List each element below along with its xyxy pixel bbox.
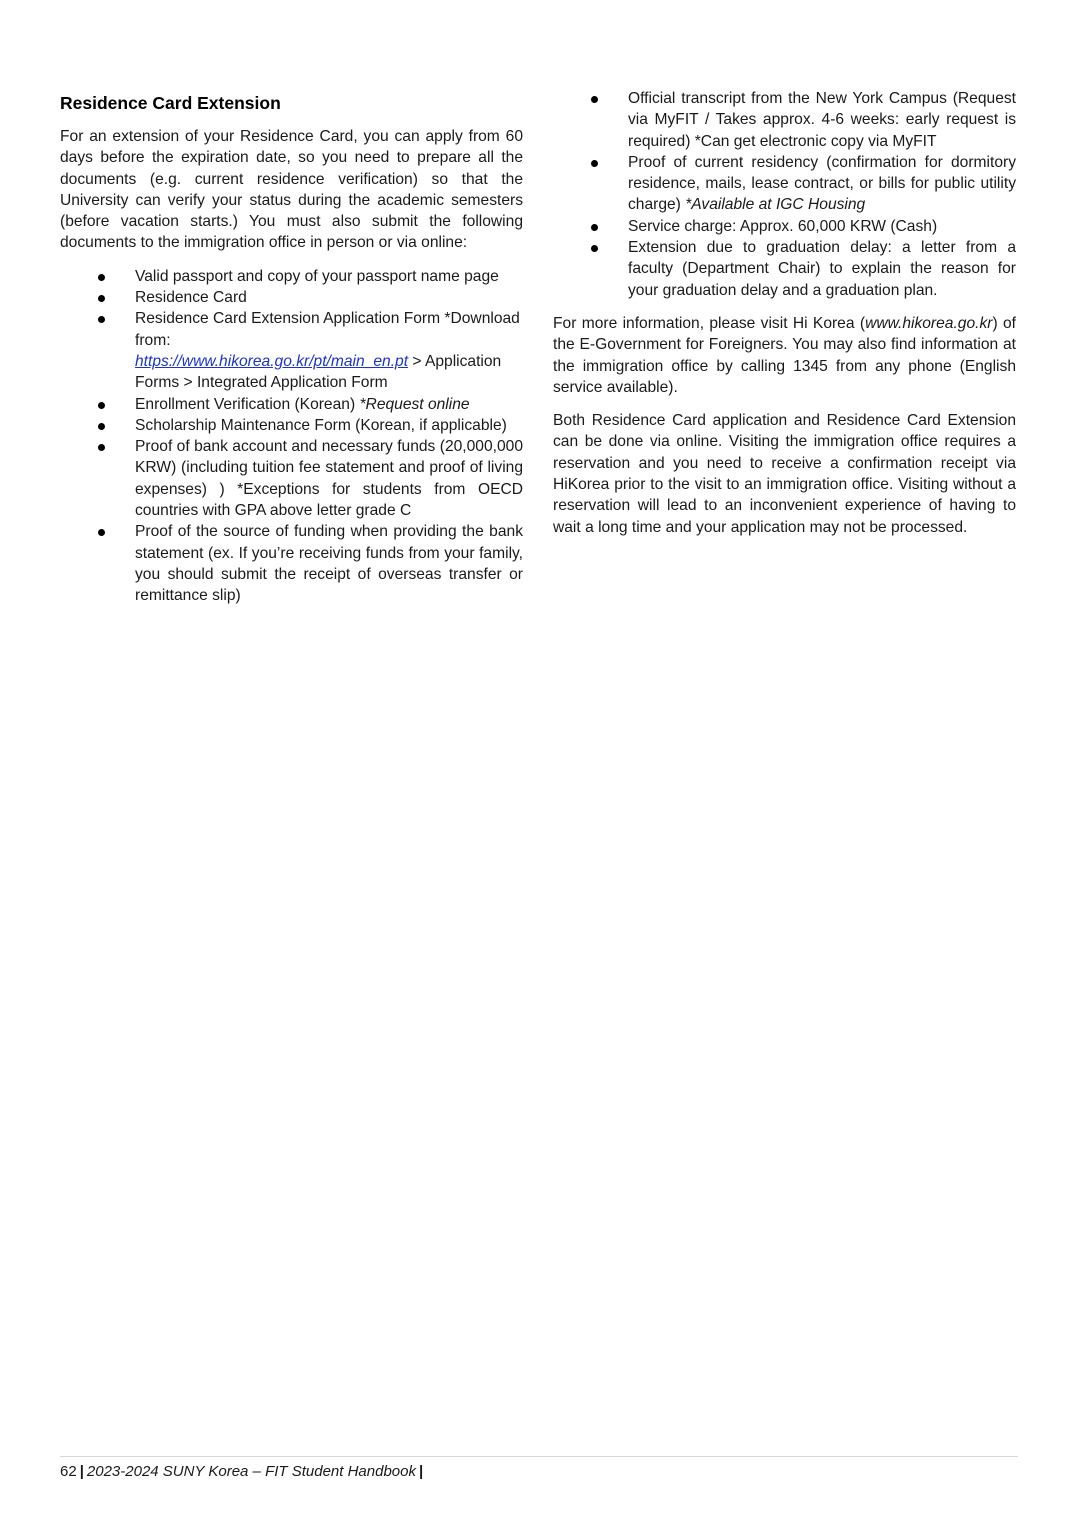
bullet-icon [98, 274, 105, 281]
list-item: Extension due to graduation delay: a letter from a faculty (Department Chair) to explain the reason for your graduation delay and a graduation plan. [553, 237, 1016, 301]
hikorea-url: www.hikorea.go.kr [865, 314, 993, 332]
list-item: Residence Card Extension Application Form *Download from: https://www.hikorea.go.kr/pt/main_en.pt > Application Forms > Integrated Application Form [60, 308, 523, 393]
bullet-icon [98, 444, 105, 451]
right-column [553, 88, 1016, 550]
list-item: Service charge: Approx. 60,000 KRW (Cash) [553, 216, 1016, 237]
bullet-icon [98, 529, 105, 536]
footer-separator: | [79, 1463, 84, 1480]
closing-paragraph: Both Residence Card application and Residence Card Extension can be done via online. Visiting the immigration office requires a reservation and you need to receive a confirmation receipt via HiKorea prior to the visit to an immigration office. Visiting without a reservation will lead to an inconvenient experience of having to wait a long time and your application may not be processed. [553, 412, 1016, 536]
bullet-icon [98, 316, 105, 323]
footer-divider [60, 1456, 1018, 1457]
intro-paragraph: For an extension of your Residence Card, you can apply from 60 days before the expiration date, so you need to prepare all the documents (e.g. current residence verification) so that the University can verify your status during the academic semesters (before vacation starts.) You must also submit the following documents to the immigration office in person or via online: [60, 128, 523, 252]
list-item: Enrollment Verification (Korean) *Request online [60, 394, 523, 415]
list-item: Residence Card [60, 287, 523, 308]
bullet-icon [591, 96, 598, 103]
additional-documents-list [553, 88, 1016, 301]
hikorea-download-link[interactable]: https://www.hikorea.go.kr/pt/main_en.pt [135, 352, 409, 370]
list-item: Scholarship Maintenance Form (Korean, if applicable) [60, 415, 523, 436]
bullet-icon [591, 245, 598, 252]
required-documents-list [60, 266, 523, 607]
page-footer [60, 1462, 426, 1482]
list-item: Proof of the source of funding when providing the bank statement (ex. If you’re receiving funds from your family, you should submit the receipt of overseas transfer or remittance slip) [60, 521, 523, 606]
bullet-icon [591, 224, 598, 231]
more-info-paragraph: For more information, please visit Hi Korea (www.hikorea.go.kr) of the E-Government for Foreigners. You may also find information at the immigration office by calling 1345 from any phone (English service available). [553, 314, 1016, 396]
list-item: Proof of bank account and necessary funds (20,000,000 KRW) (including tuition fee statement and proof of living expenses) ) *Exceptions for students from OECD countries with GPA above letter grade C [60, 436, 523, 521]
list-item: Official transcript from the New York Campus (Request via MyFIT / Takes approx. 4-6 weeks: early request is required) *Can get electronic copy via MyFIT [553, 88, 1016, 152]
left-column [60, 88, 523, 607]
bullet-icon [98, 402, 105, 409]
bullet-icon [98, 423, 105, 430]
list-item: Valid passport and copy of your passport name page [60, 266, 523, 287]
section-heading: Residence Card Extension [60, 93, 281, 113]
handbook-title: 2023-2024 SUNY Korea – FIT Student Handbook [86, 1463, 416, 1480]
footer-trailing-separator: | [419, 1463, 424, 1480]
page-number: 62 [60, 1463, 77, 1480]
bullet-icon [98, 295, 105, 302]
bullet-icon [591, 160, 598, 167]
list-item: Proof of current residency (confirmation for dormitory residence, mails, lease contract, or bills for public utility charge) *Available at IGC Housing [553, 152, 1016, 216]
